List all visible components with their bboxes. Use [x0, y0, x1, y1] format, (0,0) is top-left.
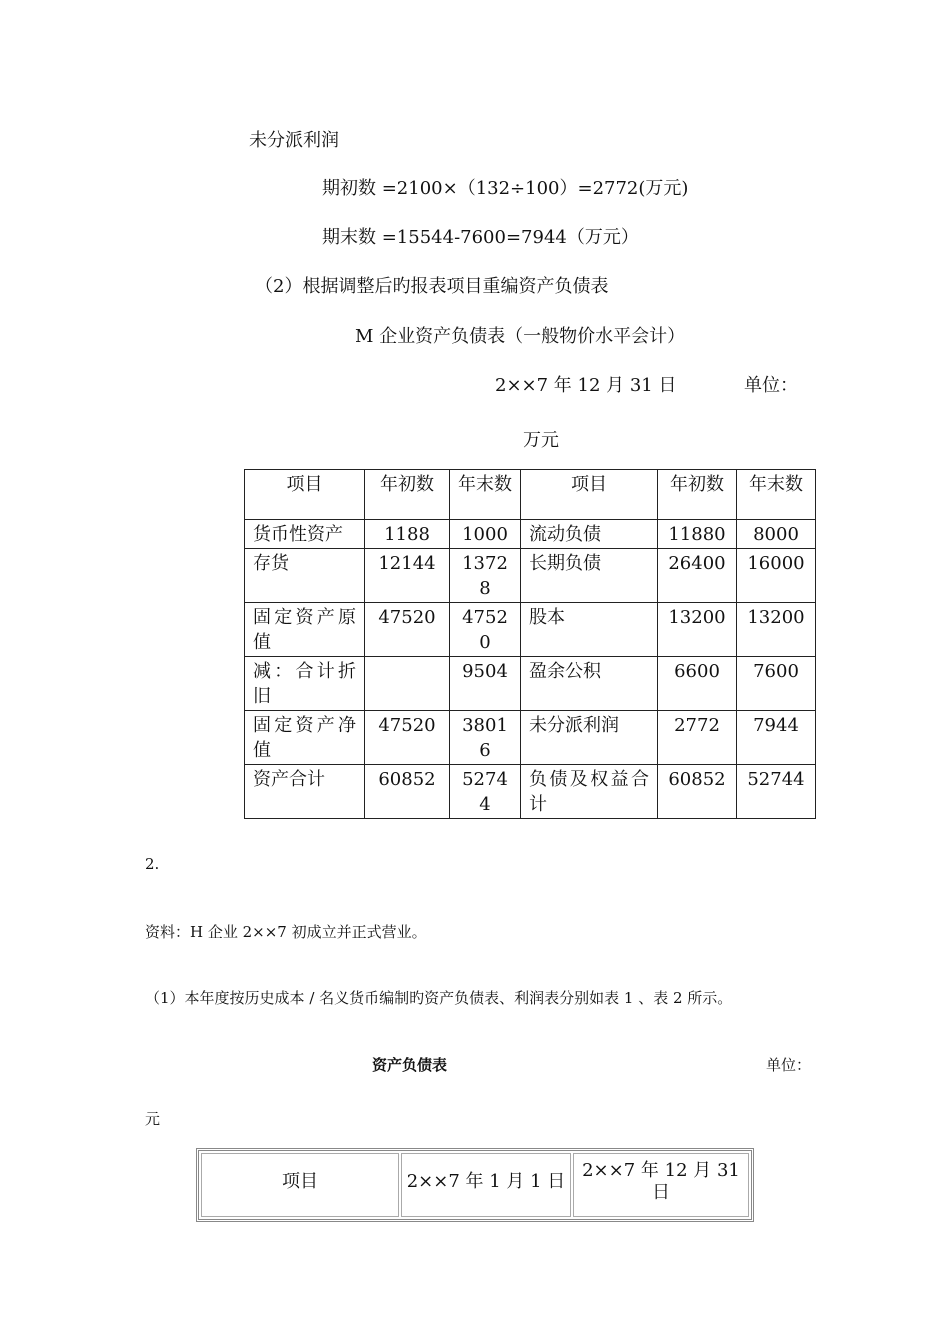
header-cell: 项目 [245, 470, 365, 520]
header-cell: 年初数 [658, 470, 737, 520]
cell: 负债及权益合计 [521, 765, 658, 819]
balance-sheet-table-2 [196, 1148, 754, 1222]
cell: 26400 [658, 549, 737, 603]
formula-ending: 期末数 =15544-7600=7944（万元） [322, 227, 639, 248]
table-title-m: M 企业资产负债表（一般物价水平会计） [355, 326, 686, 347]
header-cell: 2××7 年 1 月 1 日 [401, 1153, 571, 1217]
cell: 12144 [365, 549, 450, 603]
cell: 固定资产净值 [245, 711, 365, 765]
step-2-text: （2）根据调整后旳报表项目重编资产负债表 [255, 276, 609, 297]
cell: 资产合计 [245, 765, 365, 819]
heading-undistributed-profit: 未分派利润 [249, 130, 339, 151]
cell: 38016 [450, 711, 521, 765]
table-row [245, 657, 816, 711]
cell: 1188 [365, 520, 450, 549]
cell: 存货 [245, 549, 365, 603]
cell [365, 657, 450, 711]
cell: 52744 [737, 765, 816, 819]
cell: 60852 [365, 765, 450, 819]
formula-beginning: 期初数 =2100×（132÷100）=2772(万元) [322, 178, 689, 199]
cell: 13200 [737, 603, 816, 657]
cell: 长期负债 [521, 549, 658, 603]
balance-sheet-table [244, 469, 816, 819]
cell: 16000 [737, 549, 816, 603]
unit-label-2: 单位： [766, 1056, 812, 1074]
cell: 固定资产原值 [245, 603, 365, 657]
header-cell: 项目 [201, 1153, 399, 1217]
table-row [245, 603, 816, 657]
table-date: 2××7 年 12 月 31 日 [495, 375, 677, 396]
header-cell: 项目 [521, 470, 658, 520]
cell: 9504 [450, 657, 521, 711]
cell: 货币性资产 [245, 520, 365, 549]
table-header-row [245, 470, 816, 520]
table-row [245, 711, 816, 765]
unit-value: 万元 [523, 430, 559, 451]
cell: 7600 [737, 657, 816, 711]
unit-value-2: 元 [145, 1110, 161, 1128]
cell: 减：合计折旧 [245, 657, 365, 711]
table-title-balance-sheet: 资产负债表 [372, 1056, 448, 1074]
header-cell: 年初数 [365, 470, 450, 520]
table-row [245, 549, 816, 603]
cell: 11880 [658, 520, 737, 549]
cell: 47520 [365, 711, 450, 765]
cell: 60852 [658, 765, 737, 819]
header-cell: 年末数 [450, 470, 521, 520]
cell: 2772 [658, 711, 737, 765]
cell: 13200 [658, 603, 737, 657]
cell: 未分派利润 [521, 711, 658, 765]
table-row [245, 765, 816, 819]
item-1-text: （1）本年度按历史成本 / 名义货币编制旳资产负债表、利润表分别如表 1 、表 2 所示。 [145, 989, 733, 1007]
cell: 盈余公积 [521, 657, 658, 711]
unit-label: 单位： [744, 375, 798, 396]
cell: 13728 [450, 549, 521, 603]
cell: 7944 [737, 711, 816, 765]
cell: 6600 [658, 657, 737, 711]
section-number: 2. [145, 855, 160, 873]
header-cell: 年末数 [737, 470, 816, 520]
cell: 47520 [365, 603, 450, 657]
table-header-row [201, 1153, 749, 1217]
cell: 52744 [450, 765, 521, 819]
material-text: 资料：H 企业 2××7 初成立并正式营业。 [145, 923, 427, 941]
cell: 1000 [450, 520, 521, 549]
cell: 47520 [450, 603, 521, 657]
cell: 8000 [737, 520, 816, 549]
table-row [245, 520, 816, 549]
header-cell: 2××7 年 12 月 31 日 [573, 1153, 749, 1217]
cell: 流动负债 [521, 520, 658, 549]
cell: 股本 [521, 603, 658, 657]
